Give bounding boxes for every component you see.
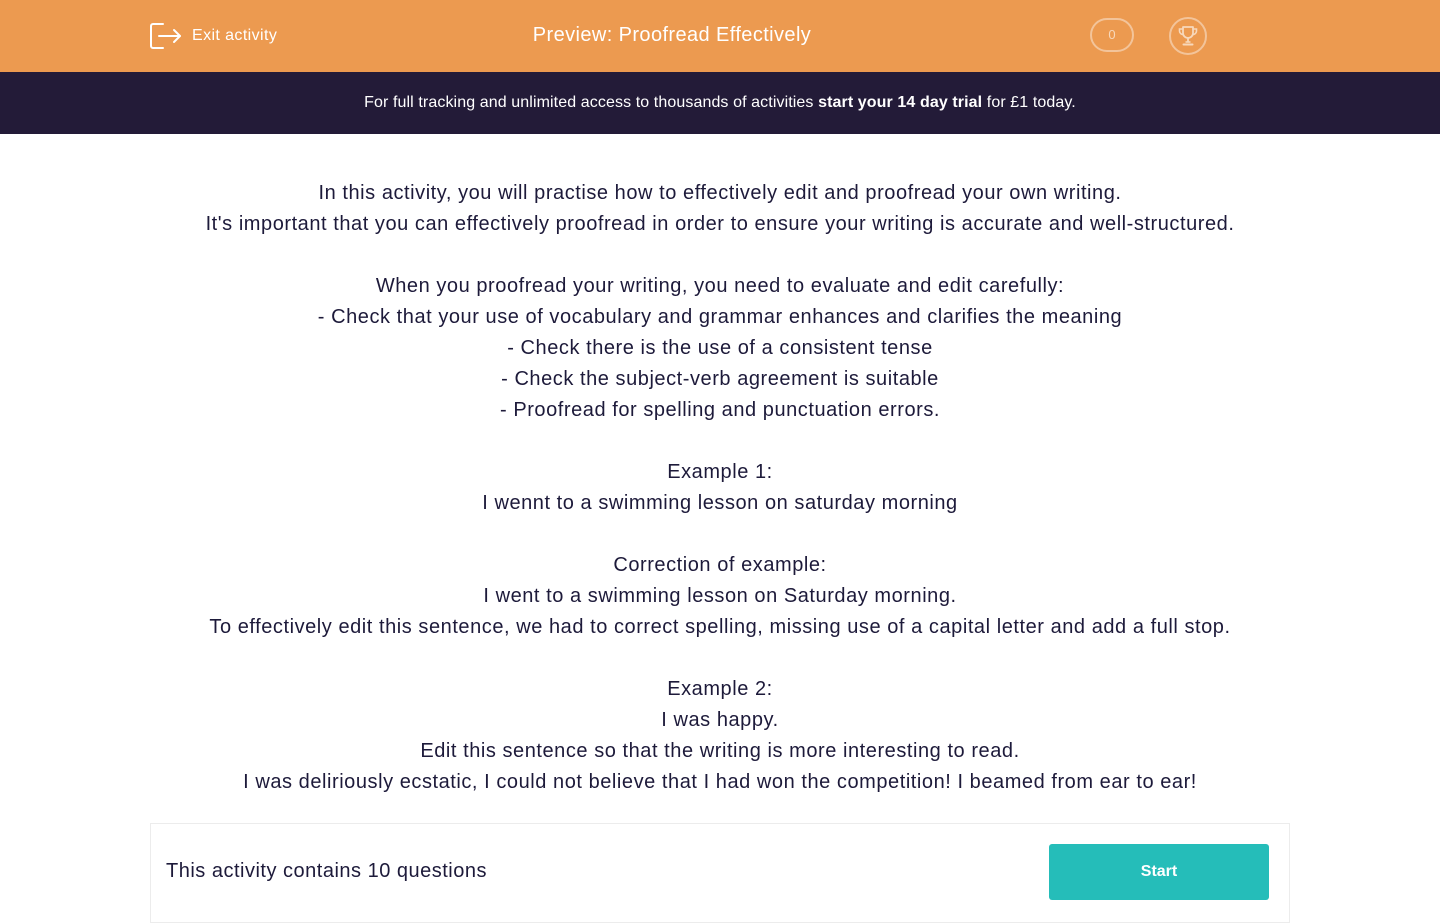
score-badge: 0 — [1090, 18, 1134, 52]
description-line: Example 1: — [667, 461, 773, 483]
description-line — [0, 426, 1440, 457]
trophy-icon — [1177, 25, 1199, 47]
description-line: Example 2: — [667, 678, 773, 700]
activity-footer-card — [150, 823, 1290, 923]
description-line: - Check that your use of vocabulary and grammar enhances and clarifies the meaning — [317, 306, 1123, 328]
promo-trial-link[interactable]: start your 14 day trial — [818, 94, 983, 111]
description-line: In this activity, you will practise how to effectively edit and proofread your own writing. — [318, 182, 1122, 204]
top-bar — [0, 0, 1440, 72]
description-line: I wennt to a swimming lesson on saturday morning — [482, 492, 958, 514]
description-line — [0, 519, 1440, 550]
description-line: When you proofread your writing, you need to evaluate and edit carefully: — [375, 275, 1065, 297]
page-title: Preview: Proofread Effectively — [532, 24, 812, 46]
description-line: - Check the subject-verb agreement is suitable — [501, 368, 939, 390]
description-line: To effectively edit this sentence, we had to correct spelling, missing use of a capital letter and add a full stop. — [209, 616, 1231, 638]
question-count: This activity contains 10 questions — [166, 860, 487, 882]
activity-description — [0, 178, 1440, 798]
trial-promo-banner — [0, 72, 1440, 134]
description-line: Correction of example: — [613, 554, 827, 576]
description-line: Edit this sentence so that the writing is more interesting to read. — [420, 740, 1020, 762]
description-line: - Proofread for spelling and punctuation errors. — [500, 399, 940, 421]
start-button[interactable]: Start — [1049, 844, 1269, 900]
trophy-button[interactable] — [1169, 17, 1207, 55]
description-line — [0, 643, 1440, 674]
description-line: I was deliriously ecstatic, I could not believe that I had won the competition! I beamed from ear to ear! — [243, 771, 1197, 793]
description-line — [0, 240, 1440, 271]
exit-activity-label: Exit activity — [192, 27, 278, 44]
description-line: I was happy. — [661, 709, 779, 731]
promo-text-after: for £1 today. — [982, 94, 1076, 111]
promo-text-before: For full tracking and unlimited access to thousands of activities — [364, 94, 819, 111]
description-line: - Check there is the use of a consistent tense — [507, 337, 933, 359]
description-line: It's important that you can effectively proofread in order to ensure your writing is accurate and well-structured. — [205, 213, 1235, 235]
description-line: I went to a swimming lesson on Saturday morning. — [483, 585, 957, 607]
